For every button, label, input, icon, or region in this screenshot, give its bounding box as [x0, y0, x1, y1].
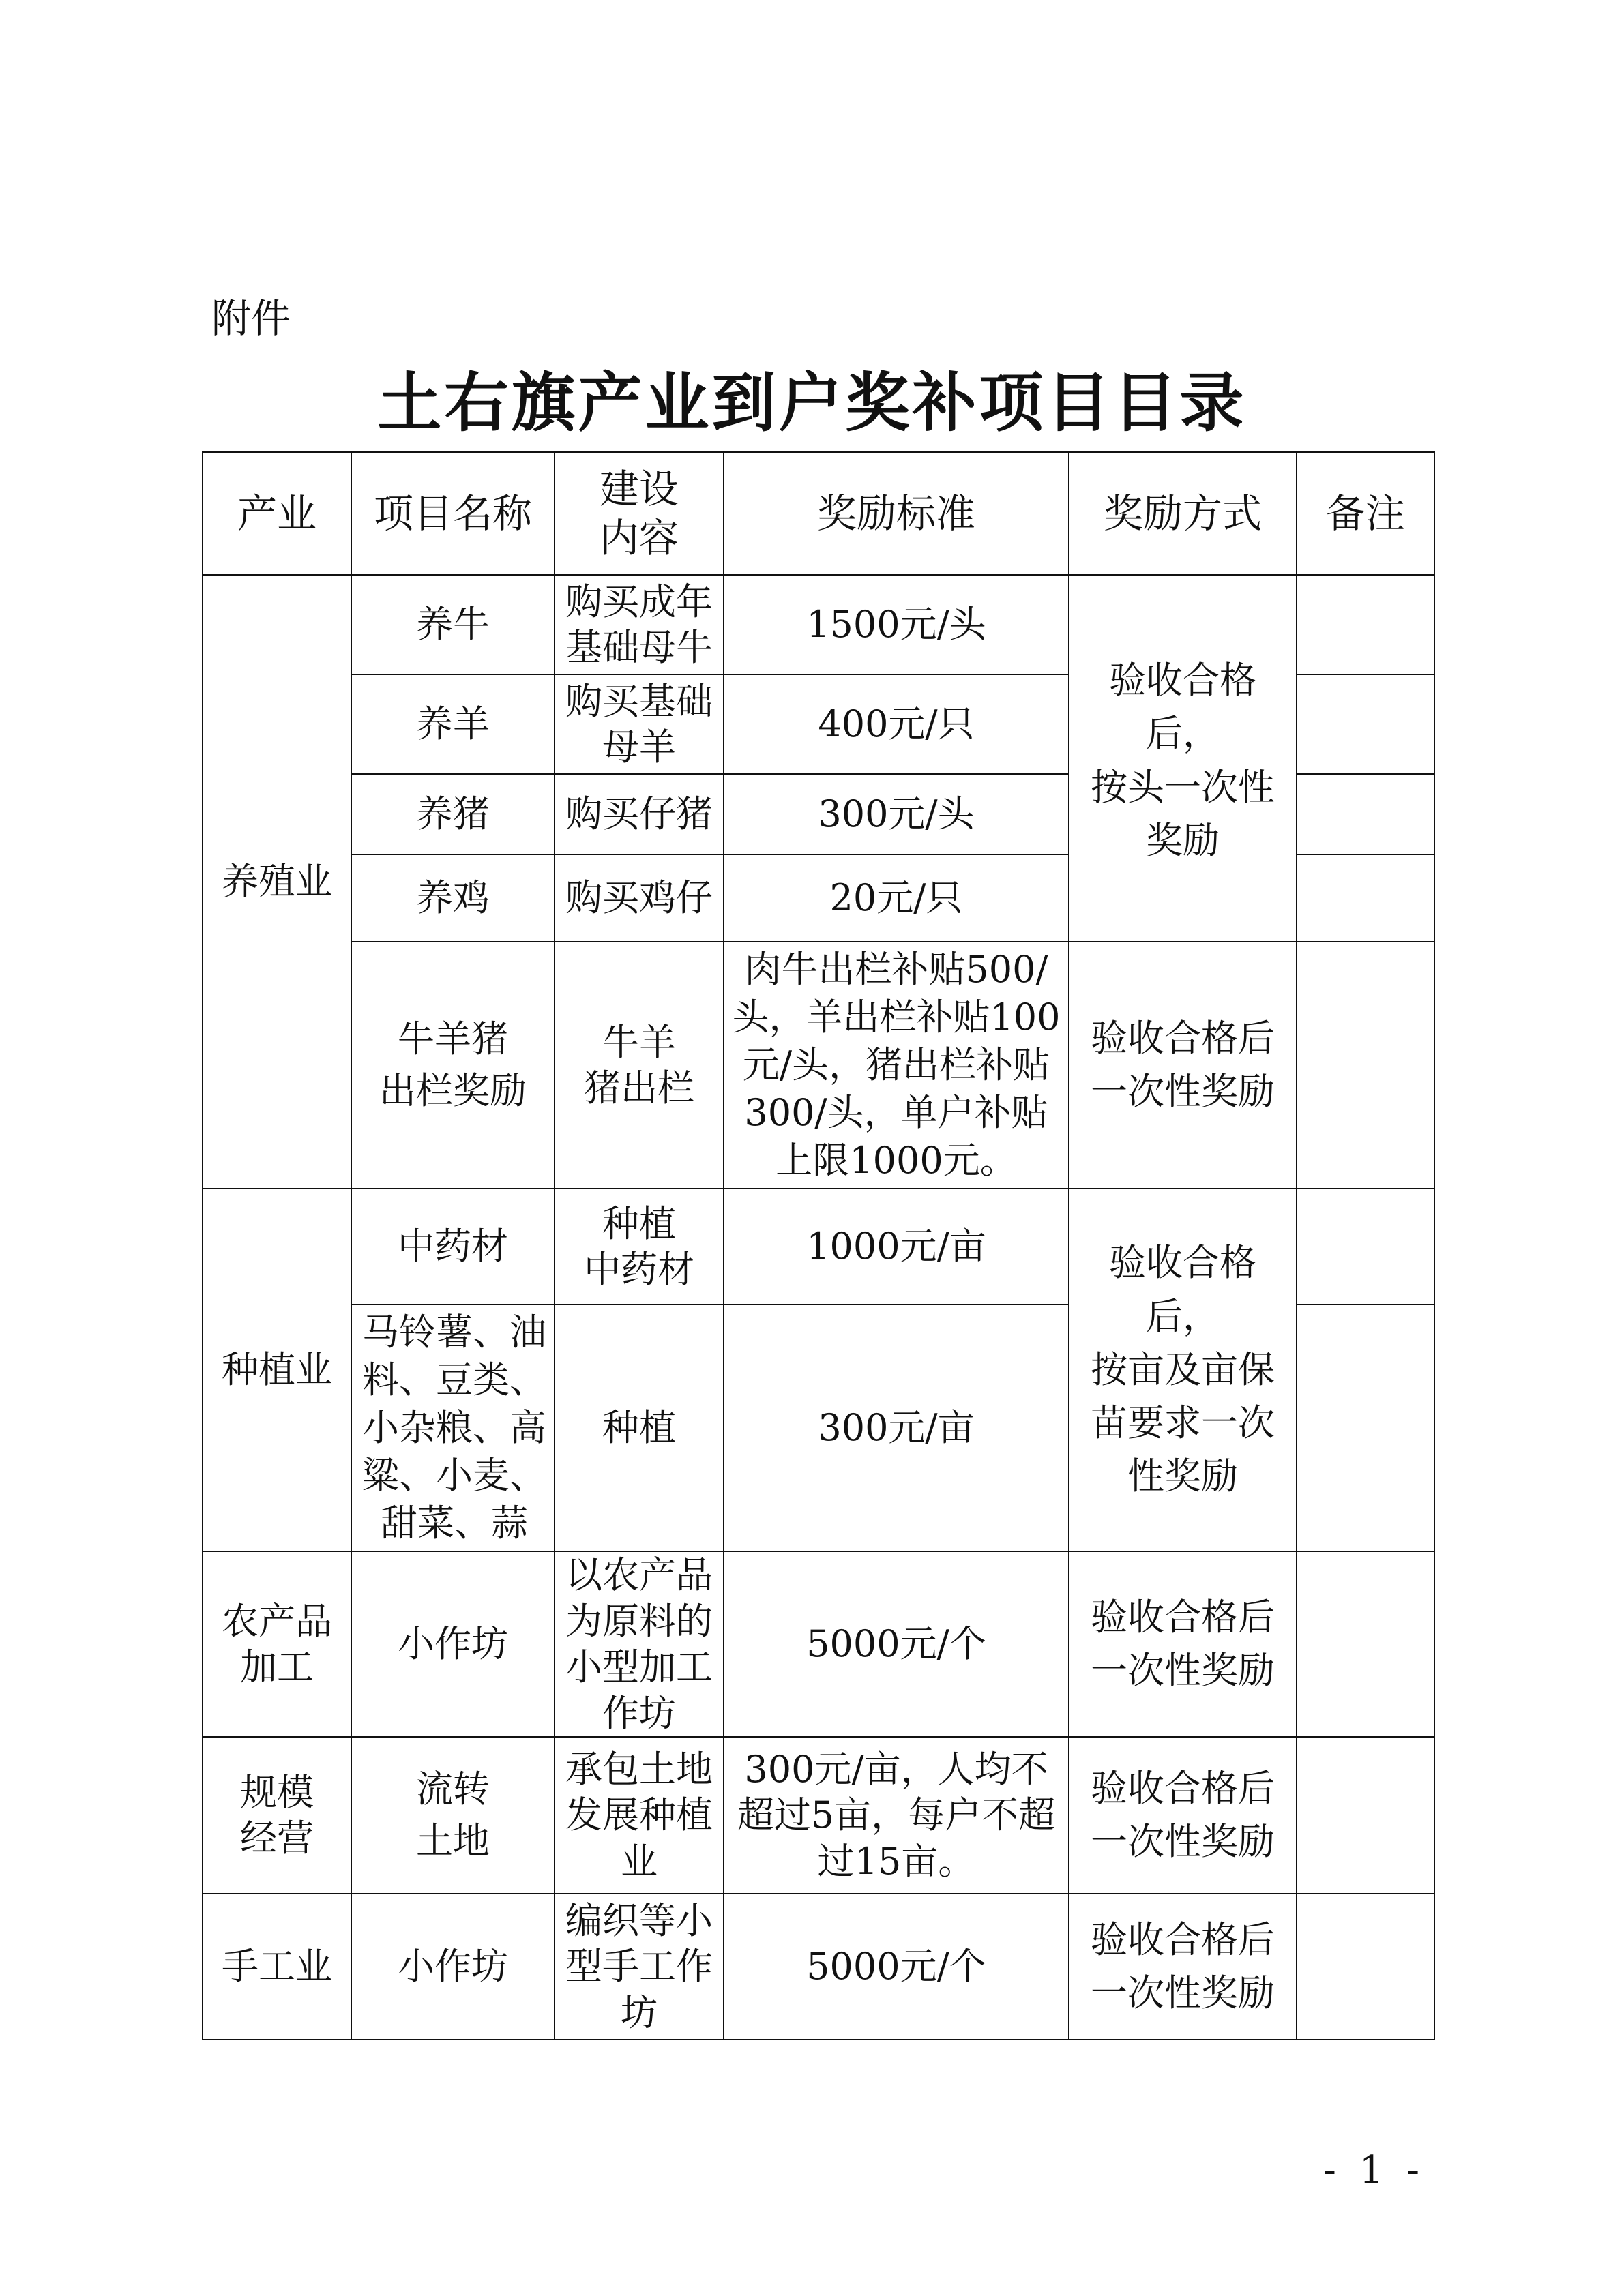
table-row [203, 1894, 1434, 2040]
remarks-cell [1297, 1737, 1434, 1894]
reward-method-cell-breeding: 验收合格后， 按头一次性 奖励 [1069, 575, 1297, 942]
document-title: 土右旗产业到户奖补项目目录 [377, 366, 1247, 441]
project-name-cell: 养鸡 [351, 854, 555, 942]
project-name-cell: 小作坊 [351, 1551, 555, 1737]
column-header-reward-method: 奖励方式 [1069, 452, 1297, 575]
project-name-cell: 中药材 [351, 1189, 555, 1304]
column-header-project-name: 项目名称 [351, 452, 555, 575]
construction-content-cell: 种植 中药材 [555, 1189, 724, 1304]
reward-method-cell: 验收合格后 一次性奖励 [1069, 1894, 1297, 2040]
remarks-cell [1297, 1894, 1434, 2040]
remarks-cell [1297, 575, 1434, 674]
table-row [203, 942, 1434, 1189]
remarks-cell [1297, 942, 1434, 1189]
table-row [203, 1737, 1434, 1894]
project-name-cell: 马铃薯、油料、豆类、小杂粮、高粱、小麦、甜菜、蒜 [351, 1304, 555, 1551]
reward-standard-cell: 5000元/个 [724, 1551, 1069, 1737]
reward-method-cell: 验收合格后 一次性奖励 [1069, 942, 1297, 1189]
remarks-cell [1297, 1551, 1434, 1737]
attachment-label: 附件 [211, 295, 291, 342]
remarks-cell [1297, 1304, 1434, 1551]
remarks-cell [1297, 1189, 1434, 1304]
table-row [203, 1189, 1434, 1304]
reward-standard-cell: 20元/只 [724, 854, 1069, 942]
construction-content-cell: 牛羊 猪出栏 [555, 942, 724, 1189]
subsidy-catalog-table [202, 451, 1435, 2040]
construction-content-cell: 以农产品为原料的小型加工作坊 [555, 1551, 724, 1737]
reward-method-cell-planting: 验收合格后， 按亩及亩保 苗要求一次 性奖励 [1069, 1189, 1297, 1551]
reward-standard-cell: 400元/只 [724, 674, 1069, 774]
construction-content-cell: 购买鸡仔 [555, 854, 724, 942]
industry-cell-handicraft: 手工业 [203, 1894, 351, 2040]
construction-content-cell: 承包土地发展种植业 [555, 1737, 724, 1894]
project-name-cell: 养牛 [351, 575, 555, 674]
remarks-cell [1297, 674, 1434, 774]
table-row [203, 1551, 1434, 1737]
construction-content-cell: 种植 [555, 1304, 724, 1551]
construction-content-cell: 编织等小型手工作坊 [555, 1894, 724, 2040]
table-header-row [203, 452, 1434, 575]
column-header-industry: 产业 [203, 452, 351, 575]
remarks-cell [1297, 774, 1434, 854]
page-number: - 1 - [1323, 2148, 1426, 2192]
column-header-remarks: 备注 [1297, 452, 1434, 575]
reward-standard-cell: 1000元/亩 [724, 1189, 1069, 1304]
industry-cell-breeding: 养殖业 [203, 575, 351, 1189]
project-name-cell: 养羊 [351, 674, 555, 774]
construction-content-cell: 购买仔猪 [555, 774, 724, 854]
industry-cell-processing: 农产品 加工 [203, 1551, 351, 1737]
reward-standard-cell: 1500元/头 [724, 575, 1069, 674]
project-name-cell: 小作坊 [351, 1894, 555, 2040]
remarks-cell [1297, 854, 1434, 942]
industry-cell-planting: 种植业 [203, 1189, 351, 1551]
reward-standard-cell: 肉牛出栏补贴500/头，羊出栏补贴100元/头，猪出栏补贴300/头，单户补贴上限1000元。 [724, 942, 1069, 1189]
project-name-cell: 养猪 [351, 774, 555, 854]
reward-standard-cell: 300元/亩，人均不超过5亩，每户不超过15亩。 [724, 1737, 1069, 1894]
column-header-reward-standard: 奖励标准 [724, 452, 1069, 575]
construction-content-cell: 购买成年 基础母牛 [555, 575, 724, 674]
column-header-construction-content: 建设 内容 [555, 452, 724, 575]
project-name-cell: 流转 土地 [351, 1737, 555, 1894]
reward-method-cell: 验收合格后 一次性奖励 [1069, 1737, 1297, 1894]
industry-cell-scale: 规模 经营 [203, 1737, 351, 1894]
table-row [203, 575, 1434, 674]
reward-standard-cell: 300元/头 [724, 774, 1069, 854]
reward-standard-cell: 300元/亩 [724, 1304, 1069, 1551]
reward-method-cell: 验收合格后 一次性奖励 [1069, 1551, 1297, 1737]
reward-standard-cell: 5000元/个 [724, 1894, 1069, 2040]
construction-content-cell: 购买基础 母羊 [555, 674, 724, 774]
project-name-cell: 牛羊猪 出栏奖励 [351, 942, 555, 1189]
